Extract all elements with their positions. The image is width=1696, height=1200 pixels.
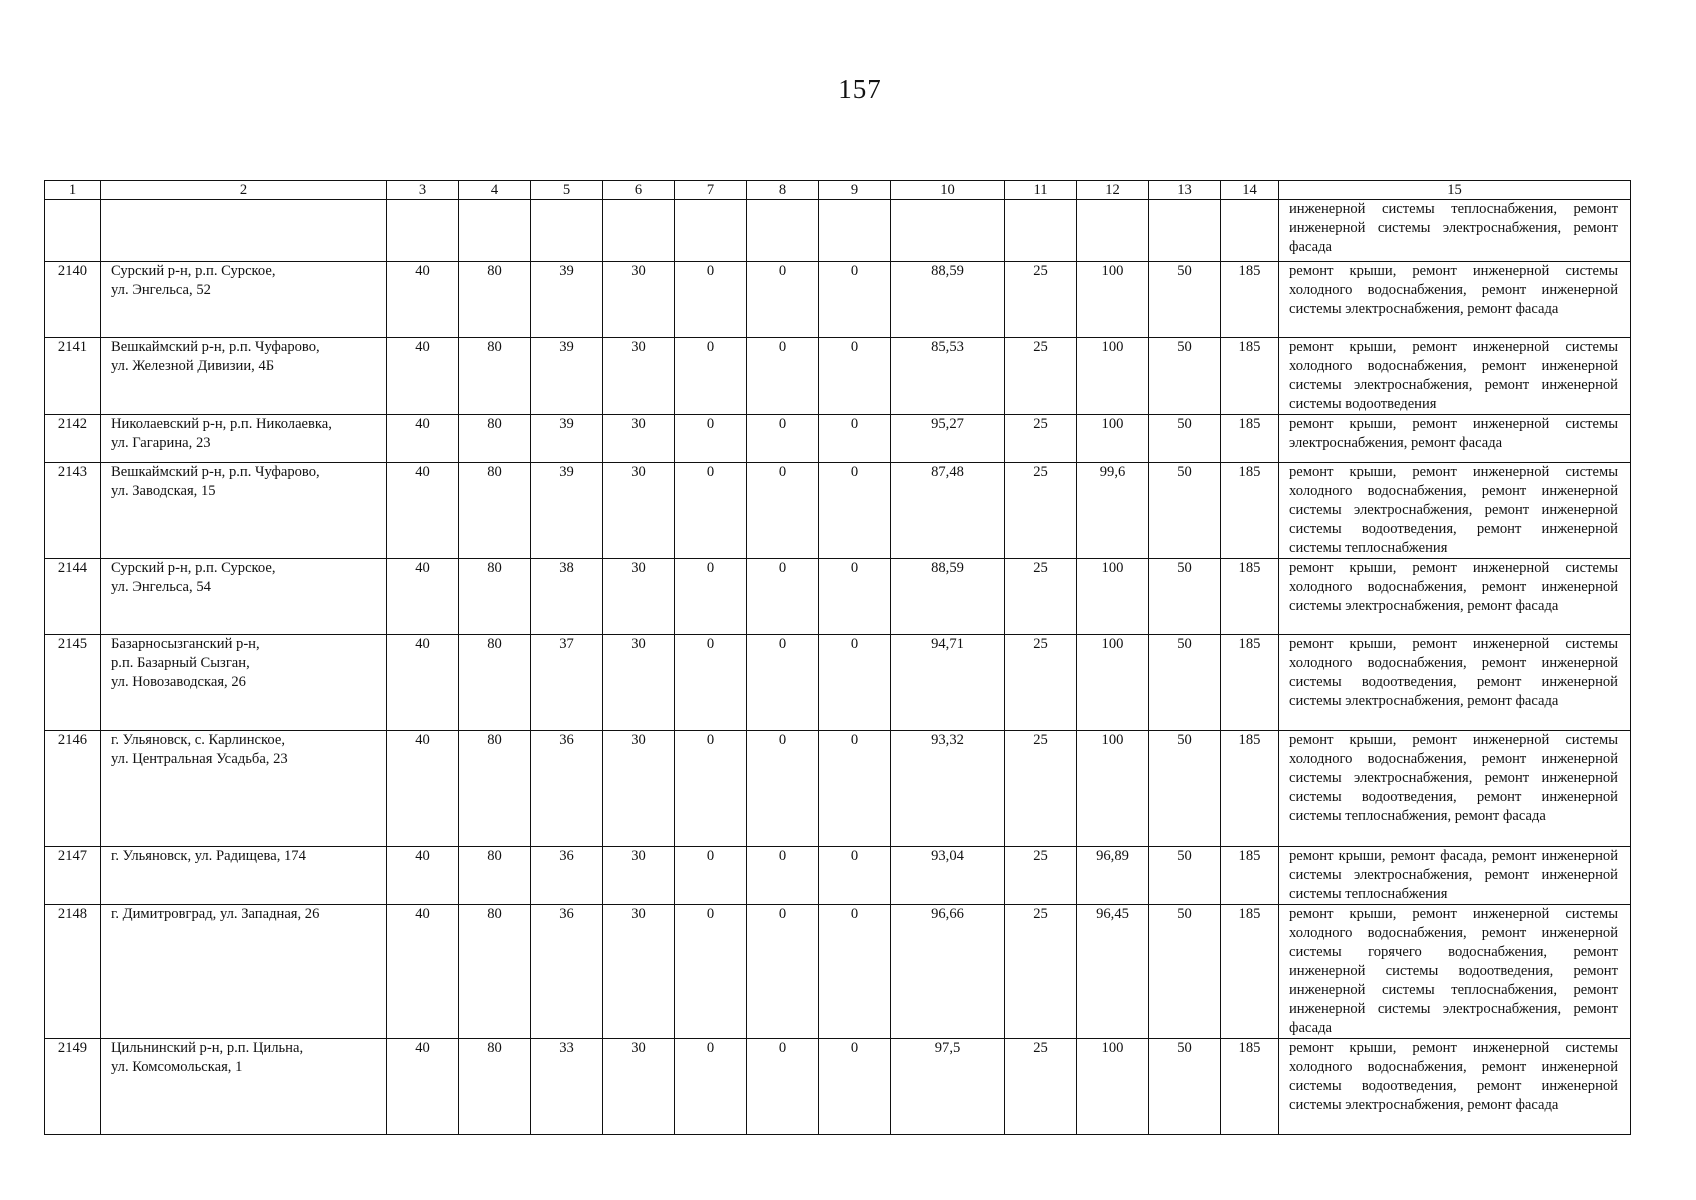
value-cell-5: 38 — [531, 559, 603, 635]
address-line: ул. Центральная Усадьба, 23 — [111, 751, 288, 767]
table-row — [45, 262, 1631, 338]
value-cell-11: 25 — [1005, 262, 1077, 338]
table-row — [45, 200, 1631, 262]
row-number-cell: 2148 — [45, 905, 101, 1039]
value-cell-4: 80 — [459, 1039, 531, 1135]
value-cell-3: 40 — [387, 415, 459, 463]
works-description-cell: ремонт крыши, ремонт инженерной системы холодного водоснабжения, ремонт инженерной системы электроснабжения, ремонт фасада — [1279, 559, 1631, 635]
works-description-cell: ремонт крыши, ремонт инженерной системы холодного водоснабжения, ремонт инженерной системы электроснабжения, ремонт инженерной системы водоотведения, ремонт инженерной системы теплоснабжения, ремонт фасада — [1279, 731, 1631, 847]
address-cell — [101, 559, 387, 635]
value-cell-14: 185 — [1221, 338, 1279, 415]
value-cell-9: 0 — [819, 635, 891, 731]
value-cell-12: 100 — [1077, 262, 1149, 338]
value-cell-4: 80 — [459, 731, 531, 847]
table-row — [45, 1039, 1631, 1135]
table-body — [45, 200, 1631, 1135]
value-cell-9: 0 — [819, 559, 891, 635]
value-cell-8: 0 — [747, 463, 819, 559]
table-row — [45, 559, 1631, 635]
value-cell-4: 80 — [459, 635, 531, 731]
value-cell-3: 40 — [387, 847, 459, 905]
address-cell — [101, 338, 387, 415]
value-cell-14: 185 — [1221, 635, 1279, 731]
row-number-cell: 2145 — [45, 635, 101, 731]
works-description-cell: ремонт крыши, ремонт инженерной системы электроснабжения, ремонт фасада — [1279, 415, 1631, 463]
value-cell-10: 95,27 — [891, 415, 1005, 463]
row-number-cell: 2146 — [45, 731, 101, 847]
works-description-cell: ремонт крыши, ремонт инженерной системы холодного водоснабжения, ремонт инженерной системы электроснабжения, ремонт инженерной системы водоотведения — [1279, 338, 1631, 415]
value-cell-6: 30 — [603, 559, 675, 635]
value-cell-12: 100 — [1077, 731, 1149, 847]
value-cell-4: 80 — [459, 415, 531, 463]
value-cell-9: 0 — [819, 731, 891, 847]
value-cell-12: 100 — [1077, 635, 1149, 731]
value-cell-9: 0 — [819, 905, 891, 1039]
value-cell-9: 0 — [819, 1039, 891, 1135]
value-cell-14: 185 — [1221, 559, 1279, 635]
works-description-cell: ремонт крыши, ремонт инженерной системы холодного водоснабжения, ремонт инженерной системы горячего водоснабжения, ремонт инженерной системы водоотведения, ремонт инженерной системы теплоснабжения, ремонт инженерной системы электроснабжения, ремонт фасада — [1279, 905, 1631, 1039]
column-header-6: 6 — [603, 181, 675, 200]
table-row — [45, 635, 1631, 731]
column-header-1: 1 — [45, 181, 101, 200]
column-header-4: 4 — [459, 181, 531, 200]
column-header-10: 10 — [891, 181, 1005, 200]
column-header-13: 13 — [1149, 181, 1221, 200]
value-cell-9: 0 — [819, 415, 891, 463]
value-cell-10: 85,53 — [891, 338, 1005, 415]
value-cell-11: 25 — [1005, 847, 1077, 905]
repair-table — [44, 180, 1631, 1135]
value-cell-5: 36 — [531, 847, 603, 905]
row-number-cell: 2142 — [45, 415, 101, 463]
value-cell-11: 25 — [1005, 559, 1077, 635]
value-cell-5: 39 — [531, 415, 603, 463]
row-number-cell: 2147 — [45, 847, 101, 905]
value-cell-7: 0 — [675, 415, 747, 463]
value-cell-6 — [603, 200, 675, 262]
column-header-14: 14 — [1221, 181, 1279, 200]
value-cell-7: 0 — [675, 847, 747, 905]
value-cell-12: 100 — [1077, 415, 1149, 463]
value-cell-14: 185 — [1221, 1039, 1279, 1135]
table-row — [45, 338, 1631, 415]
address-cell — [101, 1039, 387, 1135]
value-cell-13: 50 — [1149, 905, 1221, 1039]
address-line: Сурский р-н, р.п. Сурское, — [111, 560, 276, 576]
address-line: р.п. Базарный Сызган, — [111, 655, 250, 671]
value-cell-8: 0 — [747, 262, 819, 338]
address-cell — [101, 731, 387, 847]
value-cell-7: 0 — [675, 338, 747, 415]
column-header-2: 2 — [101, 181, 387, 200]
address-cell — [101, 200, 387, 262]
value-cell-4: 80 — [459, 559, 531, 635]
value-cell-3: 40 — [387, 262, 459, 338]
value-cell-5: 39 — [531, 262, 603, 338]
address-line: ул. Энгельса, 54 — [111, 579, 211, 595]
table-row — [45, 905, 1631, 1039]
works-description-cell: ремонт крыши, ремонт фасада, ремонт инженерной системы электроснабжения, ремонт инженерной системы теплоснабжения — [1279, 847, 1631, 905]
value-cell-13: 50 — [1149, 559, 1221, 635]
value-cell-6: 30 — [603, 635, 675, 731]
value-cell-5: 39 — [531, 463, 603, 559]
address-line: Базарносызганский р-н, — [111, 636, 260, 652]
value-cell-14: 185 — [1221, 905, 1279, 1039]
value-cell-3: 40 — [387, 905, 459, 1039]
table-row — [45, 847, 1631, 905]
table-row — [45, 415, 1631, 463]
value-cell-4 — [459, 200, 531, 262]
address-line: Вешкаймский р-н, р.п. Чуфарово, — [111, 339, 320, 355]
value-cell-6: 30 — [603, 731, 675, 847]
value-cell-12: 100 — [1077, 338, 1149, 415]
value-cell-9: 0 — [819, 463, 891, 559]
works-description-cell: ремонт крыши, ремонт инженерной системы холодного водоснабжения, ремонт инженерной системы электроснабжения, ремонт инженерной системы водоотведения, ремонт инженерной системы теплоснабжения — [1279, 463, 1631, 559]
value-cell-8: 0 — [747, 415, 819, 463]
value-cell-13 — [1149, 200, 1221, 262]
address-line: Цильнинский р-н, р.п. Цильна, — [111, 1040, 304, 1056]
column-header-15: 15 — [1279, 181, 1631, 200]
value-cell-10: 93,32 — [891, 731, 1005, 847]
address-cell — [101, 847, 387, 905]
value-cell-14 — [1221, 200, 1279, 262]
value-cell-11: 25 — [1005, 1039, 1077, 1135]
value-cell-11: 25 — [1005, 338, 1077, 415]
table-row — [45, 731, 1631, 847]
value-cell-9 — [819, 200, 891, 262]
value-cell-8 — [747, 200, 819, 262]
value-cell-13: 50 — [1149, 463, 1221, 559]
value-cell-5: 37 — [531, 635, 603, 731]
row-number-cell: 2143 — [45, 463, 101, 559]
value-cell-12: 96,45 — [1077, 905, 1149, 1039]
address-cell — [101, 635, 387, 731]
value-cell-6: 30 — [603, 262, 675, 338]
value-cell-12: 100 — [1077, 1039, 1149, 1135]
column-header-5: 5 — [531, 181, 603, 200]
value-cell-12 — [1077, 200, 1149, 262]
column-header-8: 8 — [747, 181, 819, 200]
address-line: ул. Железной Дивизии, 4Б — [111, 358, 275, 374]
value-cell-9: 0 — [819, 847, 891, 905]
address-line: ул. Гагарина, 23 — [111, 435, 211, 451]
value-cell-3: 40 — [387, 463, 459, 559]
value-cell-3 — [387, 200, 459, 262]
column-header-11: 11 — [1005, 181, 1077, 200]
value-cell-11 — [1005, 200, 1077, 262]
value-cell-7: 0 — [675, 731, 747, 847]
value-cell-3: 40 — [387, 338, 459, 415]
address-line: ул. Энгельса, 52 — [111, 282, 211, 298]
value-cell-13: 50 — [1149, 415, 1221, 463]
address-cell — [101, 463, 387, 559]
value-cell-6: 30 — [603, 415, 675, 463]
address-cell — [101, 905, 387, 1039]
value-cell-8: 0 — [747, 635, 819, 731]
row-number-cell: 2141 — [45, 338, 101, 415]
value-cell-14: 185 — [1221, 262, 1279, 338]
row-number-cell: 2149 — [45, 1039, 101, 1135]
row-number-cell — [45, 200, 101, 262]
value-cell-11: 25 — [1005, 463, 1077, 559]
value-cell-12: 99,6 — [1077, 463, 1149, 559]
value-cell-5: 33 — [531, 1039, 603, 1135]
value-cell-5: 39 — [531, 338, 603, 415]
value-cell-13: 50 — [1149, 731, 1221, 847]
value-cell-7: 0 — [675, 463, 747, 559]
value-cell-14: 185 — [1221, 847, 1279, 905]
value-cell-10: 88,59 — [891, 262, 1005, 338]
value-cell-4: 80 — [459, 338, 531, 415]
value-cell-5: 36 — [531, 905, 603, 1039]
value-cell-11: 25 — [1005, 905, 1077, 1039]
value-cell-13: 50 — [1149, 847, 1221, 905]
value-cell-6: 30 — [603, 463, 675, 559]
value-cell-7: 0 — [675, 559, 747, 635]
address-line: Вешкаймский р-н, р.п. Чуфарово, — [111, 464, 320, 480]
value-cell-6: 30 — [603, 1039, 675, 1135]
value-cell-7 — [675, 200, 747, 262]
value-cell-6: 30 — [603, 905, 675, 1039]
value-cell-13: 50 — [1149, 262, 1221, 338]
works-description-cell: инженерной системы теплоснабжения, ремонт инженерной системы электроснабжения, ремонт фасада — [1279, 200, 1631, 262]
address-line: ул. Заводская, 15 — [111, 483, 216, 499]
value-cell-11: 25 — [1005, 415, 1077, 463]
value-cell-6: 30 — [603, 847, 675, 905]
value-cell-3: 40 — [387, 635, 459, 731]
value-cell-12: 96,89 — [1077, 847, 1149, 905]
address-line: Сурский р-н, р.п. Сурское, — [111, 263, 276, 279]
value-cell-13: 50 — [1149, 635, 1221, 731]
value-cell-5: 36 — [531, 731, 603, 847]
address-line: ул. Новозаводская, 26 — [111, 674, 246, 690]
address-line: Николаевский р-н, р.п. Николаевка, — [111, 416, 332, 432]
value-cell-4: 80 — [459, 847, 531, 905]
value-cell-7: 0 — [675, 262, 747, 338]
value-cell-10: 94,71 — [891, 635, 1005, 731]
value-cell-10 — [891, 200, 1005, 262]
table-row — [45, 463, 1631, 559]
value-cell-9: 0 — [819, 262, 891, 338]
address-cell — [101, 415, 387, 463]
works-description-cell: ремонт крыши, ремонт инженерной системы холодного водоснабжения, ремонт инженерной системы водоотведения, ремонт инженерной системы электроснабжения, ремонт фасада — [1279, 635, 1631, 731]
value-cell-9: 0 — [819, 338, 891, 415]
value-cell-11: 25 — [1005, 635, 1077, 731]
value-cell-8: 0 — [747, 338, 819, 415]
value-cell-10: 93,04 — [891, 847, 1005, 905]
value-cell-14: 185 — [1221, 463, 1279, 559]
value-cell-13: 50 — [1149, 338, 1221, 415]
value-cell-3: 40 — [387, 559, 459, 635]
value-cell-14: 185 — [1221, 415, 1279, 463]
address-line: г. Ульяновск, с. Карлинское, — [111, 732, 285, 748]
address-line: г. Ульяновск, ул. Радищева, 174 — [111, 848, 306, 864]
column-header-3: 3 — [387, 181, 459, 200]
address-cell — [101, 262, 387, 338]
value-cell-10: 96,66 — [891, 905, 1005, 1039]
value-cell-4: 80 — [459, 905, 531, 1039]
value-cell-10: 97,5 — [891, 1039, 1005, 1135]
row-number-cell: 2144 — [45, 559, 101, 635]
value-cell-12: 100 — [1077, 559, 1149, 635]
value-cell-8: 0 — [747, 847, 819, 905]
value-cell-10: 87,48 — [891, 463, 1005, 559]
value-cell-3: 40 — [387, 731, 459, 847]
page-number: 157 — [838, 74, 882, 104]
value-cell-6: 30 — [603, 338, 675, 415]
works-description-cell: ремонт крыши, ремонт инженерной системы холодного водоснабжения, ремонт инженерной системы водоотведения, ремонт инженерной системы электроснабжения, ремонт фасада — [1279, 1039, 1631, 1135]
value-cell-7: 0 — [675, 635, 747, 731]
works-description-cell: ремонт крыши, ремонт инженерной системы холодного водоснабжения, ремонт инженерной системы электроснабжения, ремонт фасада — [1279, 262, 1631, 338]
value-cell-7: 0 — [675, 1039, 747, 1135]
value-cell-11: 25 — [1005, 731, 1077, 847]
value-cell-10: 88,59 — [891, 559, 1005, 635]
row-number-cell: 2140 — [45, 262, 101, 338]
address-line: г. Димитровград, ул. Западная, 26 — [111, 906, 320, 922]
value-cell-14: 185 — [1221, 731, 1279, 847]
column-header-9: 9 — [819, 181, 891, 200]
value-cell-5 — [531, 200, 603, 262]
value-cell-3: 40 — [387, 1039, 459, 1135]
value-cell-8: 0 — [747, 1039, 819, 1135]
value-cell-4: 80 — [459, 463, 531, 559]
address-line: ул. Комсомольская, 1 — [111, 1059, 243, 1075]
value-cell-13: 50 — [1149, 1039, 1221, 1135]
table-container — [44, 180, 1631, 1135]
column-header-7: 7 — [675, 181, 747, 200]
value-cell-8: 0 — [747, 905, 819, 1039]
value-cell-4: 80 — [459, 262, 531, 338]
value-cell-8: 0 — [747, 559, 819, 635]
value-cell-7: 0 — [675, 905, 747, 1039]
column-number-header-row — [45, 181, 1631, 200]
value-cell-8: 0 — [747, 731, 819, 847]
column-header-12: 12 — [1077, 181, 1149, 200]
